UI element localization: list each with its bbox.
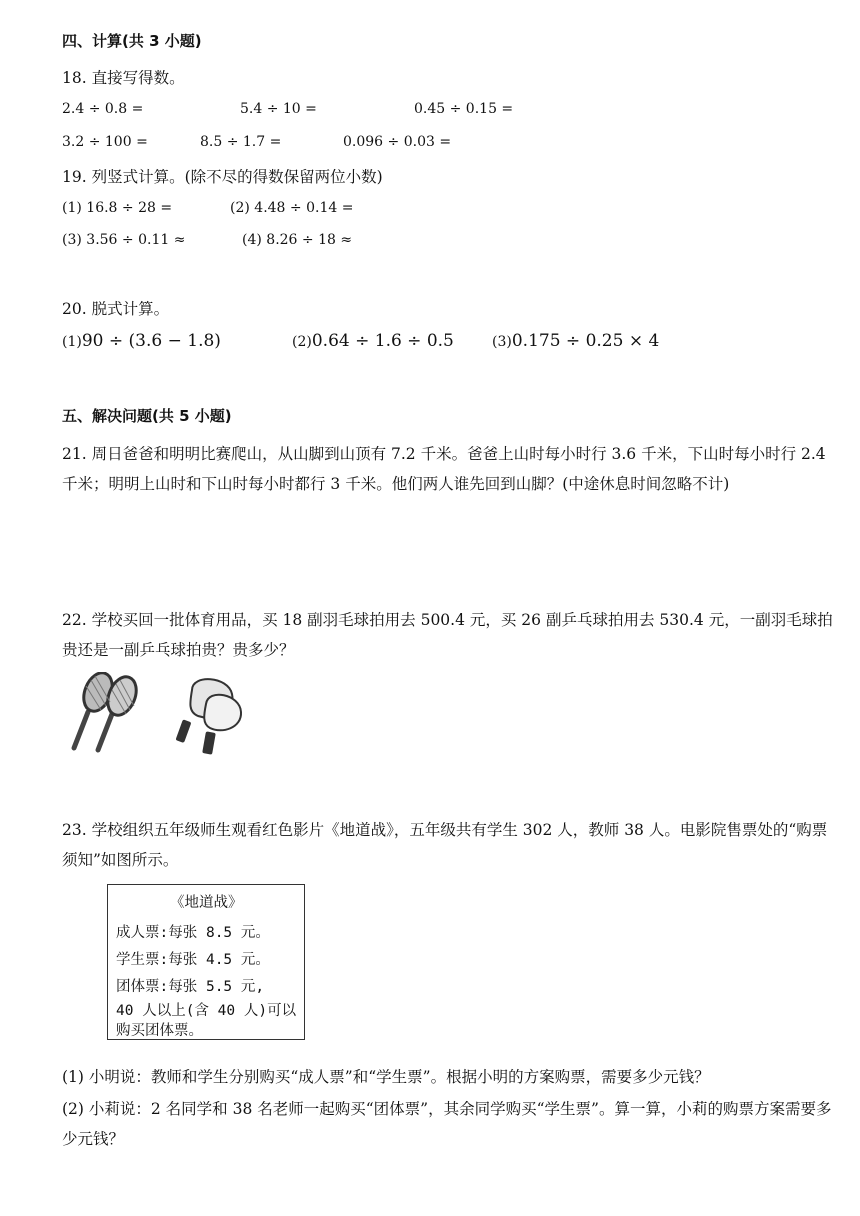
q21-text: 21. 周日爸爸和明明比赛爬山，从山脚到山顶有 7.2 千米。爸爸上山时每小时行 3.6 千米，下山时每小时行 2.4 千米；明明上山时和下山时每小时都行 3 千米。他们两人谁先回到山脚？(中途休息时间忽略不计)	[62, 445, 826, 493]
q19-item-2: (2) 4.48 ÷ 0.14 =	[230, 200, 354, 216]
q20-num-1: (1)	[62, 334, 82, 350]
q19-item-1: (1) 16.8 ÷ 28 =	[62, 200, 173, 216]
q20-num-2: (2)	[292, 334, 312, 350]
rackets-illustration	[64, 672, 254, 764]
badminton-rackets-icon	[74, 672, 142, 750]
q18-eq-6: 0.096 ÷ 0.03 =	[343, 134, 452, 150]
q18-eq-4: 3.2 ÷ 100 =	[62, 134, 148, 150]
ping-pong-paddles-icon	[175, 679, 241, 755]
q23-sub2: (2) 小莉说：2 名同学和 38 名老师一起购买“团体票”，其余同学购买“学生票”。算一算，小莉的购票方案需要多少元钱？	[62, 1100, 832, 1148]
section4-title: 四、计算(共 3 小题)	[62, 32, 202, 50]
q18-title: 18. 直接写得数。	[62, 69, 185, 87]
q20-item-1	[62, 331, 221, 351]
q20-expr-2: 0.64 ÷ 1.6 ÷ 0.5	[311, 331, 454, 351]
notice-line-3: 团体票:每张 5.5 元,	[116, 979, 265, 995]
q22-text: 22. 学校买回一批体育用品，买 18 副羽毛球拍用去 500.4 元，买 26 副乒乓球拍用去 530.4 元，一副羽毛球拍贵还是一副乒乓球拍贵？贵多少？	[62, 611, 833, 659]
notice-line-2: 学生票:每张 4.5 元。	[116, 952, 270, 968]
q20-expr-1: 90 ÷ (3.6 − 1.8)	[81, 331, 221, 351]
section5-title: 五、解决问题(共 5 小题)	[62, 407, 232, 425]
q18-eq-1: 2.4 ÷ 0.8 =	[62, 101, 144, 117]
notice-line-5: 购买团体票。	[116, 1023, 203, 1039]
q18-eq-2: 5.4 ÷ 10 =	[240, 101, 317, 117]
q19-item-4: (4) 8.26 ÷ 18 ≈	[242, 232, 353, 248]
q20-item-2	[292, 331, 454, 351]
q18-eq-5: 8.5 ÷ 1.7 =	[200, 134, 282, 150]
notice-line-1: 成人票:每张 8.5 元。	[116, 925, 270, 941]
q23-sub1: (1) 小明说：教师和学生分别购买“成人票”和“学生票”。根据小明的方案购票，需要多少元钱？	[62, 1068, 710, 1086]
notice-line-4: 40 人以上(含 40 人)可以	[116, 1003, 297, 1019]
q23-text: 23. 学校组织五年级师生观看红色影片《地道战》，五年级共有学生 302 人，教师 38 人。电影院售票处的“购票须知”如图所示。	[62, 821, 828, 869]
notice-title: 《地道战》	[170, 895, 243, 911]
q20-item-3	[492, 331, 659, 351]
q19-title: 19. 列竖式计算。(除不尽的得数保留两位小数)	[62, 168, 383, 186]
q20-expr-3: 0.175 ÷ 0.25 × 4	[511, 331, 660, 351]
q18-eq-3: 0.45 ÷ 0.15 =	[414, 101, 514, 117]
ticket-notice-box	[107, 884, 305, 1040]
q19-item-3: (3) 3.56 ÷ 0.11 ≈	[62, 232, 186, 248]
q20-title: 20. 脱式计算。	[62, 300, 170, 318]
q20-num-3: (3)	[492, 334, 512, 350]
